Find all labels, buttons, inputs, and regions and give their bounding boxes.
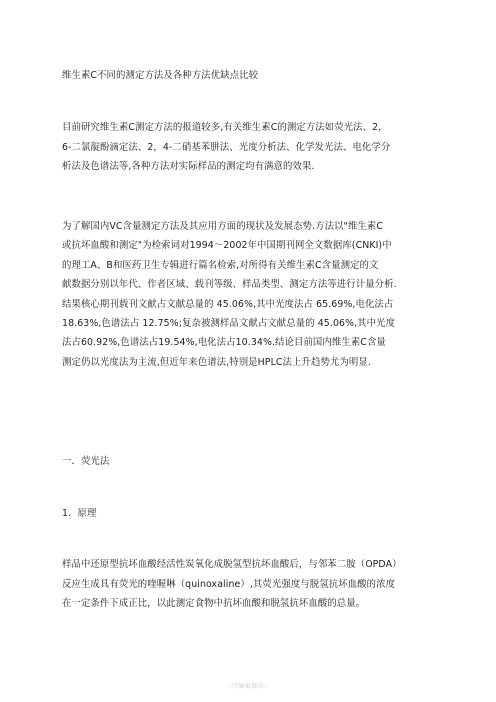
survey-line: 法占60.92%,色谱法占19.54%,电化法占10.34%.结论目前国内维生素C含量 (62, 337, 386, 349)
page-footer: -可编辑修改- (229, 683, 267, 690)
survey-line: 为了解国内VC含量测定方法及其应用方面的现状及发展态势.方法以"维生素C (62, 221, 384, 232)
intro-paragraph (62, 118, 434, 177)
document-title (62, 66, 434, 86)
subsection-heading-text: 1．原理 (62, 508, 97, 519)
title-line: 维生素C不同的测定方法及各种方法优缺点比较 (62, 70, 259, 81)
intro-line: 目前研究维生素C测定方法的报道较多,有关维生素C的测定方法如荧光法、2， (62, 122, 388, 133)
subsection-heading (62, 504, 434, 524)
survey-line: 测定仍以光度法为主流,但近年来色谱法,特别是HPLC法上升趋势尤为明显. (62, 356, 371, 368)
principle-line: 在一定条件下成正比，以此测定食物中抗坏血酸和脱氢抗坏血酸的总量。 (62, 598, 366, 610)
intro-line: 6-二氯靛酚滴定法、2，4-二硝基苯肼法、光度分析法、化学发光法、电化学分 (62, 141, 391, 153)
survey-line: 献数据分别以年代、作者区域、载刊等级、样品类型、测定方法等进行计量分析. (62, 279, 397, 291)
survey-paragraph (62, 217, 434, 372)
section-heading (62, 452, 434, 472)
survey-line: 的理工A、B和医药卫生专辑进行篇名检索,对所得有关维生素C含量测定的文 (62, 259, 379, 271)
intro-line: 析法及色谱法等,各种方法对实际样品的测定均有满意的效果. (62, 161, 315, 173)
survey-line: 结果核心期刊载刊文献占文献总量的 45.06%,其中光度法占 65.69%,电化法占 (62, 298, 394, 310)
survey-line: 或抗坏血酸和测定"为检索词对1994～2002年中国期刊网全文数据库(CNKI)中 (62, 240, 392, 252)
survey-line: 18.63%,色谱法占 12.75%;复杂被测样品文献占文献总量的 45.06%,其中光度 (62, 317, 396, 329)
principle-line: 样品中还原型抗坏血酸经活性炭氧化成脱氢型抗坏血酸后，与邻苯二胺（OPDA） (62, 559, 402, 570)
principle-paragraph (62, 555, 434, 614)
section-heading-text: 一．荧光法 (62, 456, 110, 467)
principle-line: 反应生成具有荧光的喹喔啉（quinoxaline）,其荧光强度与脱氢抗坏血酸的浓度 (62, 578, 396, 590)
